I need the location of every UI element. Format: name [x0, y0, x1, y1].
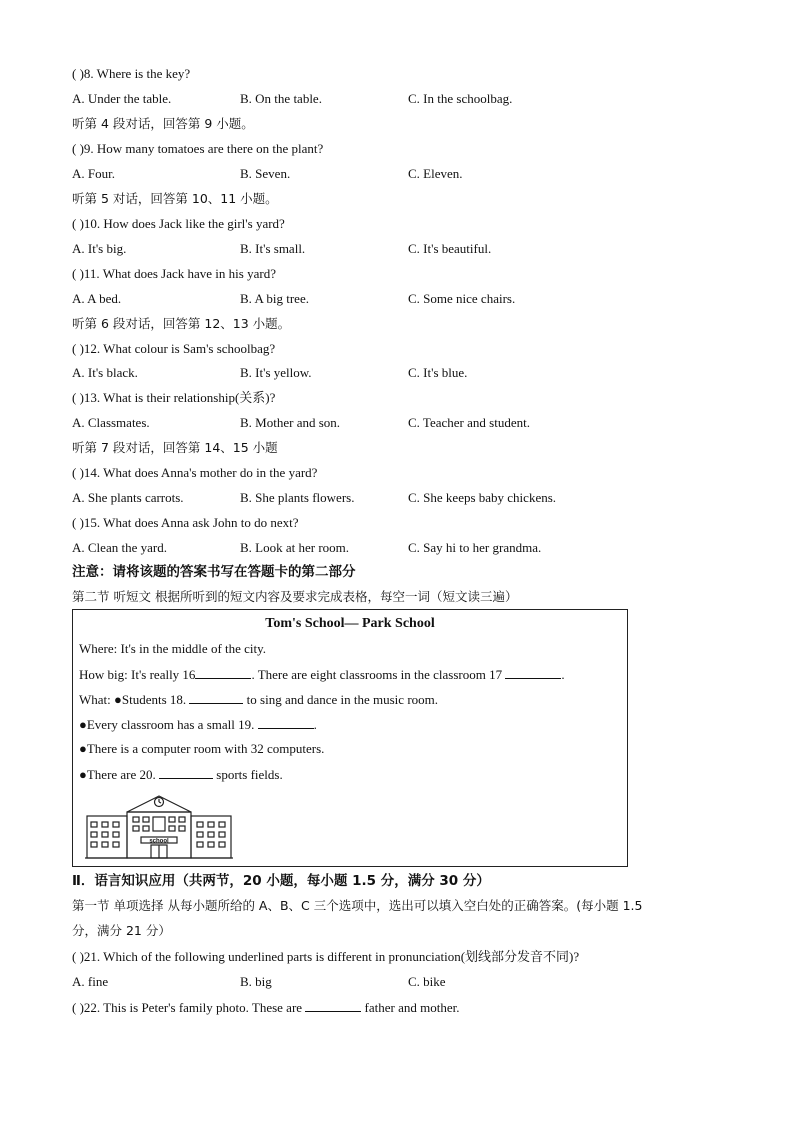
question-13-stem: ( )13. What is their relationship(关系)? — [72, 390, 276, 405]
part-1-instruction-line-1: 第一节 单项选择 从每小题所给的 A、B、C 三个选项中，选出可以填入空白处的正确答案。(每小题 1.5 — [72, 898, 643, 913]
part-2-instruction: 第二节 听短文 根据所听到的短文内容及要求完成表格，每空一词（短文读三遍） — [72, 589, 518, 604]
table-where: Where: It's in the middle of the city. — [79, 641, 267, 656]
section-2-title: Ⅱ．语言知识应用（共两节，20 小题，每小题 1.5 分，满分 30 分） — [72, 873, 490, 889]
question-11-stem: ( )11. What does Jack have in his yard? — [72, 266, 276, 281]
blank-17[interactable] — [505, 666, 561, 679]
question-13-option-a: A. Classmates. — [72, 415, 150, 430]
question-14-option-a: A. She plants carrots. — [72, 490, 184, 505]
question-13-option-c: C. Teacher and student. — [408, 415, 530, 430]
question-14-option-c: C. She keeps baby chickens. — [408, 490, 557, 505]
section-5-instruction: 听第 5 对话，回答第 10、11 小题。 — [72, 191, 278, 206]
listening-table — [72, 609, 628, 867]
school-sign-text: school — [149, 838, 169, 845]
question-22-text-2: father and mother. — [361, 1000, 460, 1015]
question-9-option-b: B. Seven. — [240, 166, 291, 181]
question-22-text-1: ( )22. This is Peter's family photo. These are — [72, 1000, 306, 1015]
table-what-text-1: What: ●Students 18. — [79, 692, 190, 707]
table-what — [79, 691, 438, 708]
question-15-option-c: C. Say hi to her grandma. — [408, 540, 542, 555]
question-15-stem: ( )15. What does Anna ask John to do next? — [72, 515, 299, 530]
blank-19[interactable] — [258, 716, 314, 729]
table-what-text-2: to sing and dance in the music room. — [243, 692, 439, 707]
table-bullet-19-text-2: . — [313, 717, 317, 732]
question-14-option-b: B. She plants flowers. — [240, 490, 355, 505]
answer-notice: 注意：请将该题的答案书写在答题卡的第二部分 — [72, 564, 356, 580]
table-bullet-20-text-1: ●There are 20. — [79, 767, 160, 782]
question-15-option-a: A. Clean the yard. — [72, 540, 167, 555]
question-8-stem: ( )8. Where is the key? — [72, 66, 191, 81]
question-9-option-c: C. Eleven. — [408, 166, 463, 181]
section-6-instruction: 听第 6 段对话，回答第 12、13 小题。 — [72, 316, 291, 331]
section-4-instruction: 听第 4 段对话，回答第 9 小题。 — [72, 116, 254, 131]
blank-18[interactable] — [189, 691, 243, 704]
question-8-option-c: C. In the schoolbag. — [408, 91, 513, 106]
blank-16[interactable] — [195, 666, 251, 679]
table-bullet-20 — [79, 766, 283, 783]
question-12-option-a: A. It's black. — [72, 365, 138, 380]
table-how-big-text-2: . There are eight classrooms in the classroom 17 — [251, 667, 506, 682]
table-how-big-text-3: . — [561, 667, 565, 682]
table-how-big-text-1: How big: It's really 16 — [79, 667, 196, 682]
question-10-stem: ( )10. How does Jack like the girl's yard? — [72, 216, 285, 231]
question-12-option-b: B. It's yellow. — [240, 365, 312, 380]
question-21-option-a: A. fine — [72, 974, 109, 989]
question-9-option-a: A. Four. — [72, 166, 115, 181]
question-12-option-c: C. It's blue. — [408, 365, 468, 380]
blank-22[interactable] — [305, 999, 361, 1012]
question-13-option-b: B. Mother and son. — [240, 415, 341, 430]
table-title: Tom's School— Park School — [265, 616, 435, 631]
question-22-stem — [72, 999, 459, 1016]
question-8-option-b: B. On the table. — [240, 91, 322, 106]
question-15-option-b: B. Look at her room. — [240, 540, 350, 555]
question-21-option-c: C. bike — [408, 974, 446, 989]
table-bullet-20-text-2: sports fields. — [213, 767, 283, 782]
table-bullet-19-text-1: ●Every classroom has a small 19. — [79, 717, 258, 732]
question-21-stem: ( )21. Which of the following underlined parts is different in pronunciation(划线部分发音不同)? — [72, 949, 580, 964]
table-bullet-19 — [79, 716, 317, 733]
part-1-instruction-line-2: 分，满分 21 分） — [72, 923, 171, 938]
question-12-stem: ( )12. What colour is Sam's schoolbag? — [72, 341, 276, 356]
question-10-option-b: B. It's small. — [240, 241, 306, 256]
question-21-option-b: B. big — [240, 974, 272, 989]
question-9-stem: ( )9. How many tomatoes are there on the plant? — [72, 141, 324, 156]
school-building-illustration — [85, 790, 235, 862]
table-bullet-computers: ●There is a computer room with 32 computers. — [79, 741, 325, 756]
question-14-stem: ( )14. What does Anna's mother do in the yard? — [72, 465, 318, 480]
question-8-option-a: A. Under the table. — [72, 91, 172, 106]
question-10-option-c: C. It's beautiful. — [408, 241, 492, 256]
question-11-option-a: A. A bed. — [72, 291, 122, 306]
question-10-option-a: A. It's big. — [72, 241, 127, 256]
question-11-option-b: B. A big tree. — [240, 291, 309, 306]
question-11-option-c: C. Some nice chairs. — [408, 291, 516, 306]
blank-20[interactable] — [159, 766, 213, 779]
section-7-instruction: 听第 7 段对话，回答第 14、15 小题 — [72, 440, 278, 455]
table-how-big — [79, 666, 565, 683]
